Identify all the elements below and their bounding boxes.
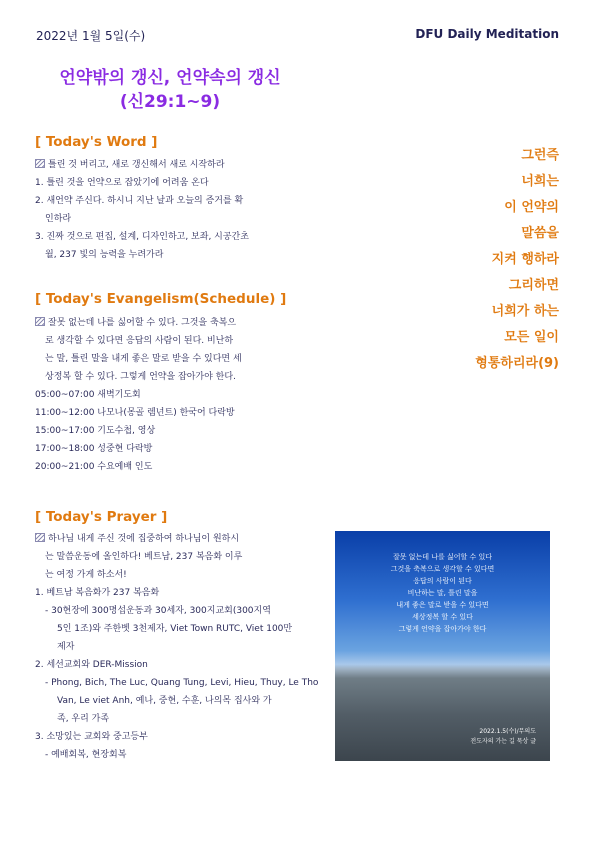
verse-quote [379,143,559,377]
prayer-line-2: 는 여정 가게 하소서! [45,570,127,580]
schedule-item: 11:00~12:00 나모나(몽골 렘넌트) 한국어 다락방 [35,408,235,418]
photo-overlay-text: 잘못 없는데 나를 싫어할 수 있다 그것을 축복으로 생각할 수 있다면 응답의 사람이 된다 비난하는 말, 틀린 말을 내게 좋은 말로 받을 수 있다면 세상정복 할 수 있다 그렇게 언약을 잡아가야 한다 [390,553,495,633]
prayer-line-10: 족, 우리 가족 [57,714,110,724]
schedule-item: 20:00~21:00 수요예배 인도 [35,462,153,472]
prayer-line-3: 1. 베트남 복음화가 237 복음화 [35,588,160,598]
evangelism-heading: [ Today's Evangelism(Schedule) ] [35,291,287,307]
word-line-0: 틀린 것 버리고, 새로 갱신해서 새로 시작하라 [35,156,295,174]
word-line-4: 3. 진짜 것으로 편집, 설계, 디자인하고, 보좌, 시공간초 [35,232,249,242]
prayer-heading: [ Today's Prayer ] [35,509,168,525]
page-title [30,66,310,114]
verse-line: 너희는 [521,174,559,189]
word-body [35,156,295,264]
prayer-line-8: - Phong, Bich, The Luc, Quang Tung, Levi, Hieu, Thuy, Le Tho [45,678,319,688]
hatched-square-icon [35,159,45,168]
prayer-line-6: 제자 [57,642,75,652]
evangelism-line-2: 는 말, 틀린 말을 내게 좋은 말로 받을 수 있다면 세 [45,354,242,364]
verse-line: 모든 일이 [504,330,559,345]
verse-line: 그런즉 [521,148,559,163]
title-line-2: (신29:1~9) [119,92,221,112]
verse-line: 지켜 행하라 [491,252,559,267]
prayer-line-5: 5인 1조)와 주한벳 3천제자, Viet Town RUTC, Viet 100만 [57,624,293,634]
prayer-line-12: - 예배회복, 현장회복 [45,750,127,760]
prayer-line-7: 2. 세선교회와 DER-Mission [35,660,148,670]
evangelism-line-3: 상정복 할 수 있다. 그렇게 언약을 잡아가야 한다. [45,372,236,382]
schedule-item: 17:00~18:00 성중현 다락방 [35,444,153,454]
prayer-line-9: Van, Le viet Anh, 예나, 중현, 수훈, 나의목 집사와 가 [57,696,272,706]
schedule-item: 05:00~07:00 새벽기도회 [35,390,141,400]
verse-line: 형통하리라(9) [475,356,559,371]
verse-line: 그리하면 [508,278,559,293]
verse-line: 말씀을 [521,226,559,241]
schedule-item: 15:00~17:00 기도수첩, 영상 [35,426,156,436]
prayer-line-4: - 30현장에 300명섭운동과 30세자, 300지교회(300지역 [45,606,271,616]
word-heading: [ Today's Word ] [35,134,158,150]
word-line-1: 1. 틀린 것을 언약으로 잡았기에 어려움 온다 [35,178,209,188]
photo-caption: 2022.1.5(수)/무의도 전도자의 가는 길 묵상 글 [470,728,536,745]
hatched-square-icon [35,533,45,542]
word-line-3: 인하라 [45,214,72,224]
prayer-line-0: 하나님 내게 주신 것에 집중하여 하나님이 원하시 [35,530,295,548]
title-line-1: 언약밖의 갱신, 언약속의 갱신 [59,68,281,88]
hatched-square-icon [35,317,45,326]
word-line-5: 월, 237 빛의 능력을 누려가라 [45,250,164,260]
prayer-body [35,530,319,764]
prayer-line-1: 는 말씀운동에 올인하다! 베트남, 237 복음화 이루 [45,552,243,562]
brand-label: DFU Daily Meditation [415,27,559,41]
word-line-2: 2. 새언약 주신다. 하시니 지난 날과 오늘의 증거를 확 [35,196,244,206]
evangelism-line-0: 잘못 없는데 나를 싫어할 수 있다. 그것을 축복으 [35,314,295,332]
prayer-line-11: 3. 소망있는 교회와 중고등부 [35,732,148,742]
verse-line: 너희가 하는 [491,304,559,319]
evangelism-line-1: 로 생각할 수 있다면 응답의 사람이 된다. 비난하 [45,336,234,346]
evangelism-body [35,314,295,476]
seascape-photo [335,531,550,761]
date-label: 2022년 1월 5일(수) [36,29,146,43]
verse-line: 이 언약의 [504,200,559,215]
